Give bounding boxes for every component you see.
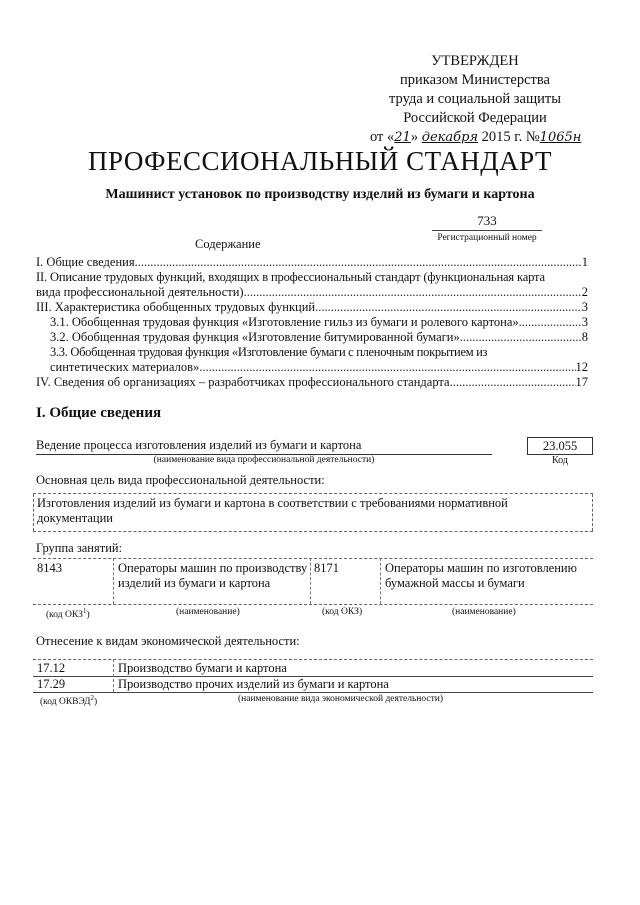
toc-item[interactable]: IV. Сведения об организациях – разработчиках профессионального стандарта ..... 17 (36, 375, 588, 390)
okz-code: 8143 (37, 561, 62, 575)
toc-item[interactable]: 3.3. Обобщенная трудовая функция «Изготовление бумаги с пленочным покрытием из синтетических материалов» ..... 12 (50, 345, 588, 375)
divider (33, 692, 593, 693)
relation-label: Отнесение к видам экономической деятельности: (36, 634, 300, 648)
okved-code: 17.29 (37, 677, 66, 691)
divider (380, 558, 381, 604)
name-caption: (наименование) (452, 607, 516, 617)
approval-line: приказом Министерства (400, 72, 550, 88)
okz-caption: (код ОКЗ) (322, 607, 363, 617)
order-number: 1065н (539, 130, 582, 145)
approval-date: от «21» декабря 2015 г. №1065н (370, 129, 582, 145)
activity-kind-caption: (наименование вида профессиональной деятельности) (153, 455, 375, 465)
okz-code: 8171 (314, 561, 339, 575)
registration-label: Регистрационный номер (437, 233, 537, 243)
okved-name: Производство прочих изделий из бумаги и картона (118, 677, 389, 691)
document-subtitle: Машинист установок по производству изделий из бумаги и картона (105, 187, 535, 202)
toc-item[interactable]: I. Общие сведения ..... 1 (36, 255, 588, 270)
toc-item[interactable]: II. Описание трудовых функций, входящих в профессиональный стандарт (функциональная карта вида профессиональной деятельности) ..... 2 (36, 270, 588, 300)
divider (310, 558, 311, 604)
name-caption: (наименование) (176, 607, 240, 617)
okz-name: Операторы машин по изготовлению бумажной массы и бумаги (385, 561, 577, 590)
divider (113, 558, 114, 604)
contents-heading: Содержание (195, 237, 261, 251)
divider (432, 230, 542, 231)
approval-block (370, 52, 580, 147)
okved-code: 17.12 (37, 661, 66, 675)
approval-line: Российской Федерации (403, 110, 547, 126)
divider (33, 558, 593, 559)
approval-line: труда и социальной защиты (389, 91, 561, 107)
okved-caption: (код ОКВЭД$^2$) (40, 694, 98, 708)
toc-item[interactable]: 3.1. Обобщенная трудовая функция «Изготовление гильз из бумаги и ролевого картона» ..... 3 (50, 315, 588, 330)
approval-title: УТВЕРЖДЕН (431, 53, 519, 69)
divider (33, 604, 593, 605)
okved-name: Производство бумаги и картона (118, 661, 287, 675)
okz-caption: (код ОКЗ$^1$) (46, 607, 90, 621)
activity-code: 23.055 (527, 437, 593, 455)
section-heading: I. Общие сведения (36, 405, 162, 421)
code-caption: Код (552, 455, 568, 466)
date-month: декабря (421, 130, 479, 145)
toc-item[interactable]: III. Характеристика обобщенных трудовых функций ..... 3 (36, 300, 588, 315)
toc-item[interactable]: 3.2. Обобщенная трудовая функция «Изготовление битумированной бумаги» ..... 8 (50, 330, 588, 345)
goal-label: Основная цель вида профессиональной деятельности: (36, 473, 325, 487)
goal-text: Изготовления изделий из бумаги и картона в соответствии с требованиями нормативной документации (37, 496, 508, 525)
divider (113, 659, 114, 692)
okved-name-caption: (наименование вида экономической деятельности) (238, 694, 443, 704)
registration-number: 733 (477, 213, 497, 228)
date-day: 21 (394, 130, 411, 145)
group-label: Группа занятий: (36, 541, 123, 555)
okz-name: Операторы машин по производству изделий из бумаги и картона (118, 561, 308, 590)
document-title: ПРОФЕССИОНАЛЬНЫЙ СТАНДАРТ (87, 146, 553, 176)
activity-kind: Ведение процесса изготовления изделий из бумаги и картона (36, 438, 492, 455)
divider (33, 659, 593, 660)
